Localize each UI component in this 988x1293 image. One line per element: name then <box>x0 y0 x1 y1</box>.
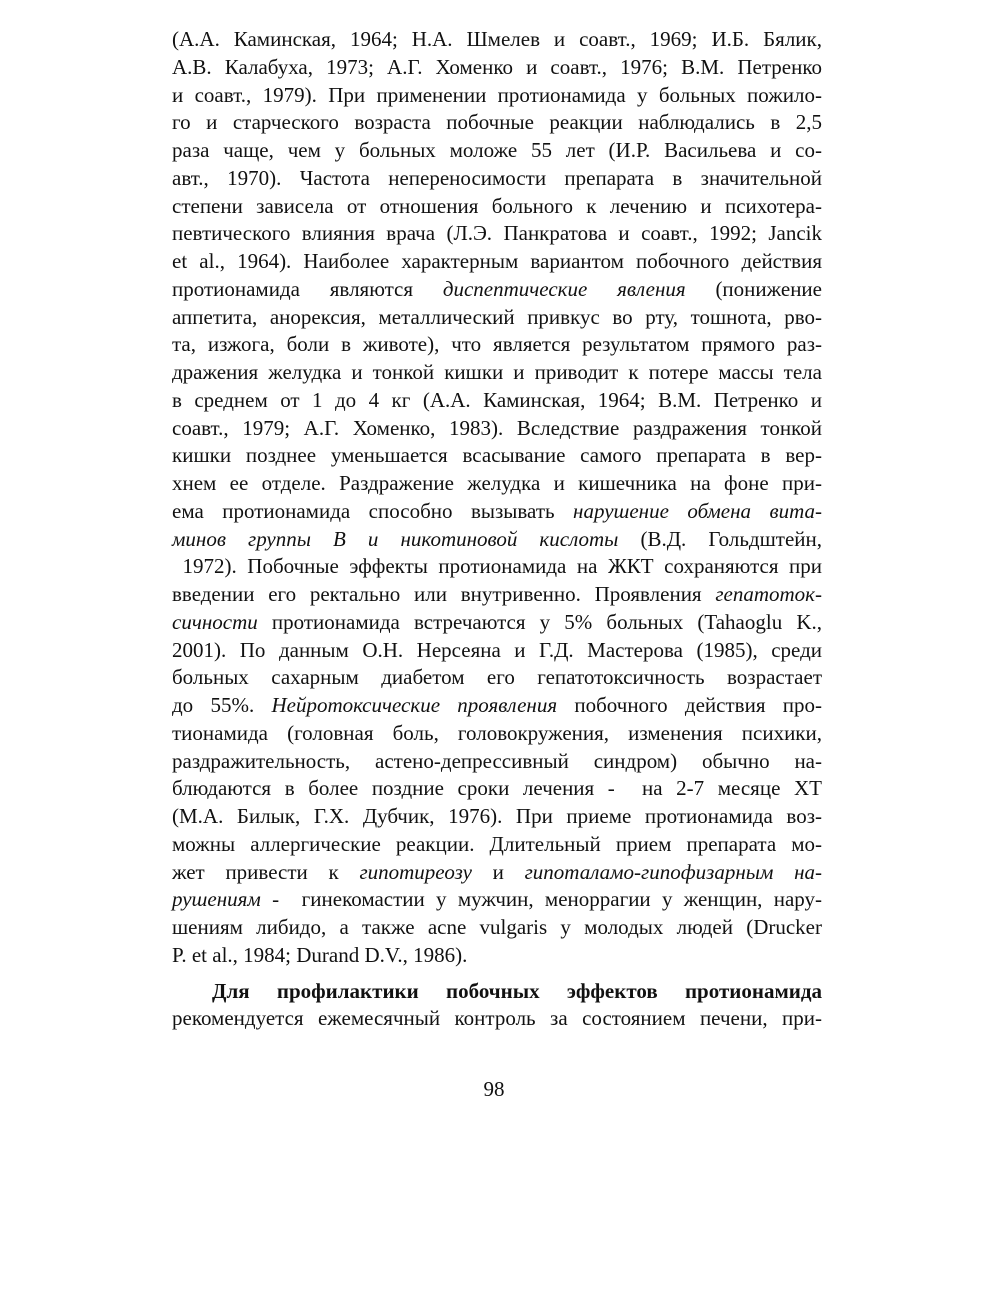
bold-heading-text: Для профилактики побочных эффектов протионамида <box>212 978 822 1003</box>
text-run: (В.Д. Гольдштейн, <box>618 526 823 551</box>
text-run: шениям либидо, а также acne vulgaris у молодых людей (Drucker <box>172 915 822 939</box>
text-line <box>172 248 822 276</box>
text-line <box>172 109 822 137</box>
text-line <box>172 54 822 82</box>
text-line <box>172 1005 822 1033</box>
text-run: дражения желудка и тонкой кишки и приводит к потере массы тела <box>172 360 822 384</box>
italic-term: нарушение обмена вита- <box>573 498 823 523</box>
text-line <box>172 470 822 498</box>
text-run: жет привести к <box>172 859 360 884</box>
text-line <box>172 220 822 248</box>
italic-term: минов группы В и никотиновой кислоты <box>172 526 619 551</box>
body-text <box>172 26 822 1033</box>
text-run: (М.А. Билык, Г.Х. Дубчик, 1976). При приеме протионамида воз- <box>172 804 822 828</box>
text-line <box>172 526 822 554</box>
text-run: протионамида встречаются у 5% больных (Tahaoglu K., <box>257 609 822 634</box>
text-run: рекомендуется ежемесячный контроль за состоянием печени, при- <box>172 1006 822 1031</box>
text-line <box>172 442 822 470</box>
text-run: тионамида (головная боль, головокружения, изменения психики, <box>172 720 822 745</box>
text-line <box>172 276 822 304</box>
text-run: и <box>471 859 525 884</box>
text-line <box>172 692 822 720</box>
text-run: 2001). По данным О.Н. Нерсеяна и Г.Д. Мастерова (1985), среди <box>172 637 822 662</box>
bold-lead-line <box>172 978 822 1006</box>
italic-term: сичности <box>172 609 258 634</box>
text-run: больных сахарным диабетом его гепатотоксичность возрастает <box>172 665 822 690</box>
text-line <box>172 415 822 443</box>
text-line <box>172 803 822 831</box>
text-line <box>172 165 822 193</box>
text-run: и соавт., 1979). При применении протионамида у больных пожило- <box>172 82 822 107</box>
text-line <box>172 859 822 887</box>
text-run: в среднем от 1 до 4 кг (А.А. Каминская, 1964; В.М. Петренко и <box>172 387 822 412</box>
text-run: аппетита, анорексия, металлический привкус во рту, тошнота, рво- <box>172 304 822 329</box>
text-line <box>172 748 822 776</box>
text-run: соавт., 1979; А.Г. Хоменко, 1983). Вследствие раздражения тонкой <box>172 415 822 440</box>
text-line <box>172 553 822 581</box>
text-line <box>172 886 822 914</box>
text-line <box>172 637 822 665</box>
text-run: 1972). Побочные эффекты протионамида на ЖКТ сохраняются при <box>172 554 822 579</box>
text-line <box>172 609 822 637</box>
text-line <box>172 581 822 609</box>
text-line <box>172 304 822 332</box>
text-run: авт., 1970). Частота непереносимости препарата в значительной <box>172 165 822 190</box>
text-line <box>172 331 822 359</box>
text-line <box>172 720 822 748</box>
text-run: раза чаще, чем у больных моложе 55 лет (И.Р. Васильева и со- <box>172 138 822 162</box>
text-run: введении его ректально или внутривенно. Проявления <box>172 582 716 606</box>
text-run: P. et al., 1984; Durand D.V., 1986). <box>172 942 468 967</box>
text-run: et al., 1964). Наиболее характерным вариантом побочного действия <box>172 249 822 273</box>
text-line <box>172 82 822 110</box>
text-run: (понижение <box>685 276 822 301</box>
text-run: (А.А. Каминская, 1964; Н.А. Шмелев и соавт., 1969; И.Б. Бялик, <box>172 27 822 51</box>
text-line <box>172 359 822 387</box>
italic-term: гипоталамо-гипофизарным на- <box>524 859 822 884</box>
text-line <box>172 498 822 526</box>
text-run: протионамида являются <box>172 276 443 301</box>
text-run: можны аллергические реакции. Длительный прием препарата мо- <box>172 831 822 856</box>
text-run: певтического влияния врача (Л.Э. Панкратова и соавт., 1992; Jancik <box>172 221 822 246</box>
text-line <box>172 664 822 692</box>
italic-term: гипотиреозу <box>359 859 472 884</box>
text-line <box>172 387 822 415</box>
text-run: хнем ее отделе. Раздражение желудка и кишечника на фоне при- <box>172 471 822 495</box>
text-line <box>172 831 822 859</box>
page-number: 98 <box>483 1077 505 1101</box>
italic-term: диспептические явления <box>442 276 686 301</box>
text-line <box>172 193 822 221</box>
italic-term: Нейротоксические проявления <box>271 693 558 717</box>
text-run: степени зависела от отношения больного к лечению и психотера- <box>172 193 822 218</box>
text-run: блюдаются в более поздние сроки лечения - на 2-7 месяце ХТ <box>172 776 822 801</box>
text-run: раздражительность, астено-депрессивный синдром) обычно на- <box>172 748 822 773</box>
text-line <box>172 942 822 970</box>
text-run: ема протионамида способно вызывать <box>172 498 574 523</box>
text-line <box>172 775 822 803</box>
text-line <box>172 137 822 165</box>
text-line <box>172 26 822 54</box>
italic-term: рушениям <box>172 887 261 912</box>
italic-term: гепатоток- <box>715 582 822 606</box>
text-line <box>172 914 822 942</box>
text-run: кишки позднее уменьшается всасывание самого препарата в вер- <box>172 443 822 468</box>
text-run: побочного действия про- <box>557 693 822 717</box>
text-run: А.В. Калабуха, 1973; А.Г. Хоменко и соавт., 1976; В.М. Петренко <box>172 54 822 79</box>
text-run: - гинекомастии у мужчин, меноррагии у женщин, нару- <box>260 887 822 912</box>
text-run: го и старческого возраста побочные реакции наблюдались в 2,5 <box>172 110 822 135</box>
text-run: та, изжога, боли в животе), что является результатом прямого раз- <box>172 332 822 357</box>
text-run: до 55%. <box>172 693 272 717</box>
